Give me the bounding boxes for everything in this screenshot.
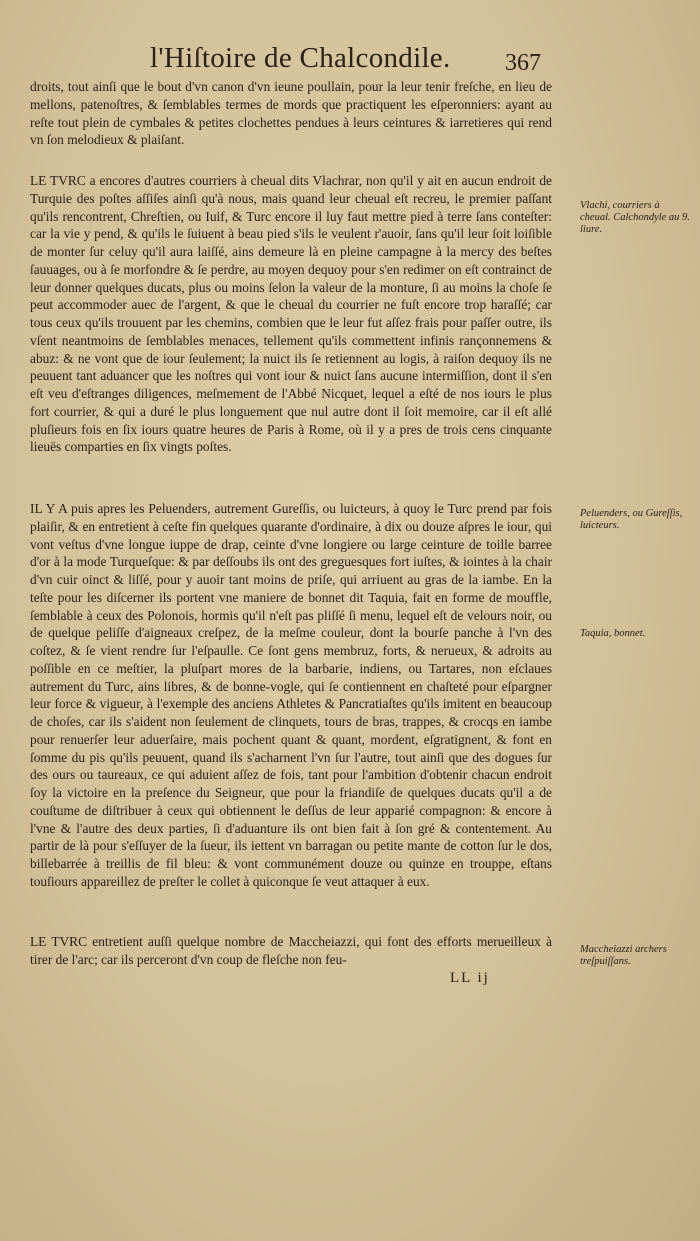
paragraph-4-text: LE TVRC entretient auſſi quelque nombre de Maccheiazzi, qui font des efforts merueilleux à tirer de l'arc; car ils perceront d'vn coup de fleſche non feu- <box>30 934 552 967</box>
running-head: l'Hiſtoire de Chalcondile. <box>150 42 451 74</box>
margin-note-peluenders: Peluenders, ou Gureſſis, luicteurs. <box>580 508 683 531</box>
margin-note-vlachi: Vlachi, courriers à cheual. Calchondyle au 9. liure. <box>580 200 690 235</box>
paragraph-4 <box>30 933 552 969</box>
paragraph-1-text: droits, tout ainſi que le bout d'vn canon d'vn ieune poullain, pour la leur tenir freſche, en lieu de mellons, patenoſtres, & ſemblables termes de mords que practiquent les eſperonniers: ayant au reſte tout plein de cymbales & petites clochettes pendues à leurs ceintures & iarretieres qui rend vn ſon melodieux & plaiſant. <box>30 79 552 148</box>
paragraph-1 <box>30 78 552 149</box>
page-number: 367 <box>505 50 541 76</box>
margin-note-maccheiazzi: Maccheiazzi archers treſpuiſſans. <box>580 944 667 967</box>
paragraph-3 <box>30 500 552 891</box>
margin-note-taquia: Taquia, bonnet. <box>580 628 646 639</box>
paragraph-2 <box>30 172 552 456</box>
paragraph-2-text: LE TVRC a encores d'autres courriers à cheual dits Vlachrar, non qu'il y ait en aucun endroit de Turquie des poſtes aſſiſes ainſi qu'à nous, mais quand leur cheual eſt recreu, le premier paſſant qu'ils rencontrent, Chreſtien, ou Iuif, & Turc encore il luy faut mettre pied à terre ſans conteſter: car la vie y pend, & qu'ils le ſuiuent à beau pied s'ils le veulent r'auoir, ſans qu'il leur ſoit loiſible de monter ſur celuy qu'il aura laiſſé, ains demeure là en pleine campagne à la mercy des beſtes ſauuages, ou à ſe morfondre & ſe perdre, au moyen dequoy pour s'en redimer on eſt contrainct de leur donner quelques ducats, plus ou moins ſelon la valeur de la monture, ſi au moins la choſe ſe peut accommoder auec de l'argent, & que le cheual du courrier ne fuſt encore trop haraſſé; car tous ceux qu'ils trouuent par les chemins, combien que le leur fut aſſez frais pour paſſer outre, ils vſent neantmoins de ſemblables menaces, tellement qu'ils commettent infinis rançonnemens & abuz: & ne vont que de iour ſeulement; la nuict ils ſe retiennent au logis, à raiſon dequoy ils ne peuuent tant aduancer que les noſtres qui vont iour & nuict ſans aucune intermiſſion, dont il s'en eſt veu d'eſtranges diligences, meſmement de l'Abbé Nicquet, lequel a eſté de nos iours le plus fort courrier, & qui a duré le plus longuement que nul autre dont il ſoit memoire, car il eſt allé pluſieurs fois en ſix iours quatre heures de Paris à Rome, où il y a pres de trois cens cinquante lieuës comparties en ſix vingts poſtes. <box>30 173 552 455</box>
paragraph-3-text: IL Y A puis apres les Peluenders, autrement Gureſſis, ou luicteurs, à quoy le Turc prend par fois plaiſir, & en entretient à ceſte fin quelques quarante d'ordinaire, à dix ou douze aſpres le iour, qui vont veſtus d'vne longue iuppe de drap, ceinte d'vne longiere ou large ceinture de toille barree d'or à la mode Turqueſque: & par deſſoubs ils ont des greguesques fort iuſtes, & iointes à la chair d'vn cuir oinct & liſſé, pour y auoir tant moins de priſe, qui arriuent au gras de la iambe. En la teſte pour les diſcerner ils portent vne maniere de bonnet dit Taquia, fait en forme de mouffle, ſemblable à ceux des Polonois, hormis qu'il n'eſt pas pliſſé ſi menu, lequel eſt de velours noir, ou de quelque peliſſe d'aigneaux creſpez, de la meſme couleur, dont la bourſe panche à l'vn des coſtez, & ſe vient rendre ſur l'eſpaulle. Ce ſont gens membruz, forts, & nerueux, & adroits au poſſible en ce meſtier, la pluſpart mores de la barbarie, indiens, ou Tartares, non eſclaues autrement du Turc, ains libres, & de bonne-vogle, qui ſe contiennent en chaſteté pour eſpargner leur force & vigueur, à l'exemple des anciens Athletes & Pancratiaſtes qu'ils imitent en beaucoup de choſes, car ils s'aident non ſeulement de clinquets, tours de bras, trappes, & crocqs en iambe pour renuerſer leur aduerſaire, mais pochent quant & quant, mordent, eſgratignent, & font en ſomme du pis qu'ils peuuent, quand ils s'acharnent l'vn ſur l'autre, tout ainſi que des dogues ſur des ours ou taureaux, ce qui aduient aſſez de fois, tant pour l'ambition d'obtenir chacun endroit ſoy la victoire en la preſence du Seigneur, que pour la friandiſe de quelques ducats qu'il a de couſtume de diſtribuer à ceux qui obtiennent le deſſus de leur apparié compagnon: & encore à l'vne & l'autre des deux parties, ſi d'aduanture ils ont bien fait à ſon gré & contentement. Au partir de là pour s'eſſuyer de la ſueur, ils iettent vn barragan ou petite mante de cotton ſur le dos, billebarrée à treillis de fil bleu: & vont communément douze ou quinze en trouppe, eſtans touſiours appareillez de preſter le collet à quiconque ſe veut attaquer à eux. <box>30 501 552 889</box>
signature-mark: LL ij <box>450 970 490 986</box>
